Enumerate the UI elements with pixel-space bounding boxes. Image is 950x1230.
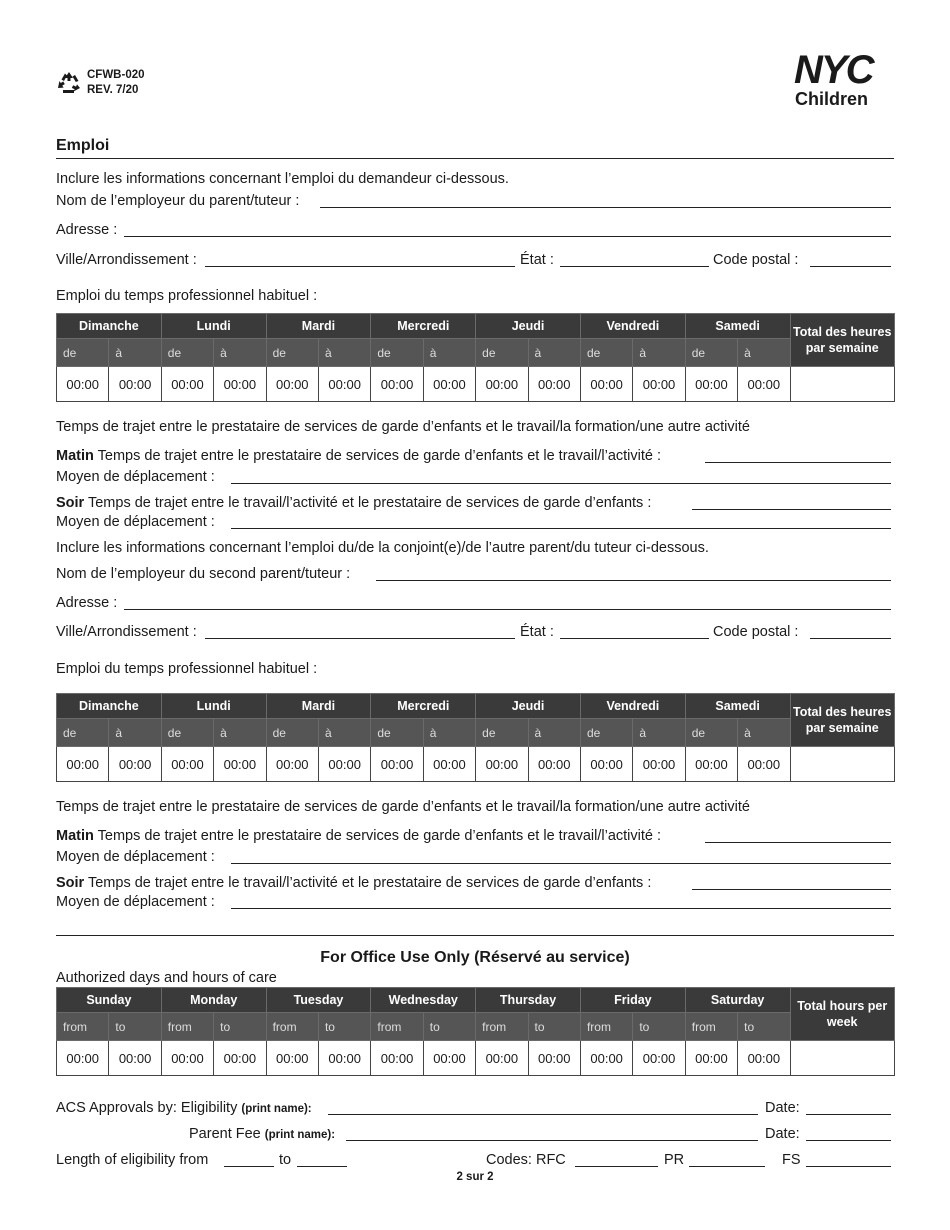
from-label: de	[476, 719, 528, 747]
time-cell[interactable]: 00:00	[371, 1041, 423, 1076]
to-label: à	[423, 719, 475, 747]
pr-field[interactable]	[689, 1166, 765, 1167]
eligibility-date-field[interactable]	[806, 1114, 891, 1115]
time-cell[interactable]: 00:00	[318, 747, 370, 782]
from-label: de	[266, 339, 318, 367]
time-cell[interactable]: 00:00	[633, 747, 685, 782]
time-cell[interactable]: 00:00	[476, 1041, 528, 1076]
city-label: Ville/Arrondissement :	[56, 252, 197, 268]
travel-heading: Temps de trajet entre le prestataire de services de garde d’enfants et le travail/la formation/une autre activité	[56, 419, 750, 435]
from-label: de	[57, 339, 109, 367]
to-label: à	[423, 339, 475, 367]
to-label: to	[279, 1152, 292, 1168]
from-label: from	[476, 1013, 528, 1041]
from-label: de	[161, 719, 213, 747]
to-label: à	[109, 719, 161, 747]
city-field[interactable]	[205, 266, 515, 267]
time-cell[interactable]: 00:00	[423, 747, 475, 782]
eligibility-from-field[interactable]	[224, 1166, 274, 1167]
time-cell[interactable]: 00:00	[633, 1041, 685, 1076]
total-hours-cell[interactable]	[790, 367, 894, 402]
time-cell[interactable]: 00:00	[161, 747, 213, 782]
second-address-label: Adresse :	[56, 595, 118, 611]
parent-fee-label: Parent Fee	[189, 1126, 261, 1142]
morning-travel-field[interactable]	[705, 462, 891, 463]
from-label: de	[685, 339, 737, 367]
time-cell[interactable]: 00:00	[161, 1041, 213, 1076]
day-header: Dimanche	[57, 694, 162, 719]
evening-text: Temps de trajet entre le travail/l’activité et le prestataire de services de garde d’enfants :	[87, 875, 652, 891]
time-cell[interactable]: 00:00	[528, 747, 580, 782]
time-cell[interactable]: 00:00	[423, 1041, 475, 1076]
second-state-label: État :	[520, 624, 554, 640]
second-zip-field[interactable]	[810, 638, 891, 639]
evening-travel-label	[56, 494, 651, 512]
second-schedule-label: Emploi du temps professionnel habituel :	[56, 661, 318, 677]
transport-label-2: Moyen de déplacement :	[56, 514, 215, 530]
eligibility-to-field[interactable]	[297, 1166, 347, 1167]
day-header: Vendredi	[580, 314, 685, 339]
time-cell[interactable]: 00:00	[580, 367, 632, 402]
second-transport-label: Moyen de déplacement :	[56, 849, 215, 865]
evening-travel-field[interactable]	[692, 509, 891, 510]
office-divider	[56, 935, 894, 936]
total-hours-header: Total des heures par semaine	[790, 694, 894, 747]
to-label: à	[318, 719, 370, 747]
from-label: de	[161, 339, 213, 367]
address-label: Adresse :	[56, 222, 118, 238]
evening-bold: Soir	[56, 875, 85, 891]
schedule-label: Emploi du temps professionnel habituel :	[56, 288, 318, 304]
time-cell[interactable]: 00:00	[57, 367, 109, 402]
to-label: à	[633, 719, 685, 747]
to-label: à	[528, 339, 580, 367]
from-label: from	[685, 1013, 737, 1041]
time-cell[interactable]: 00:00	[738, 1041, 790, 1076]
time-cell[interactable]: 00:00	[318, 367, 370, 402]
from-label: from	[57, 1013, 109, 1041]
morning-text: Temps de trajet entre le prestataire de services de garde d’enfants et le travail/l’activité :	[97, 448, 662, 464]
second-evening-travel-field[interactable]	[692, 889, 891, 890]
logo-children: Children	[795, 89, 869, 109]
from-label: de	[371, 719, 423, 747]
total-hours-cell[interactable]	[790, 747, 894, 782]
from-label: de	[580, 339, 632, 367]
form-id: CFWB-020	[87, 69, 145, 81]
to-label: to	[738, 1013, 790, 1041]
time-cell[interactable]: 00:00	[476, 747, 528, 782]
recycle-icon	[56, 70, 82, 96]
from-label: from	[371, 1013, 423, 1041]
time-cell[interactable]: 00:00	[738, 367, 790, 402]
to-label: à	[738, 719, 790, 747]
transport-field-2[interactable]	[231, 528, 891, 529]
day-header: Lundi	[161, 694, 266, 719]
day-header: Samedi	[685, 314, 790, 339]
time-cell[interactable]: 00:00	[109, 1041, 161, 1076]
time-cell[interactable]: 00:00	[161, 367, 213, 402]
print-name-hint: (print name):	[241, 1103, 312, 1115]
time-cell[interactable]: 00:00	[685, 1041, 737, 1076]
second-evening-travel-label	[56, 874, 651, 892]
to-label: to	[528, 1013, 580, 1041]
applicant-intro: Inclure les informations concernant l’emploi du demandeur ci-dessous.	[56, 171, 509, 187]
total-hours-header: Total hours per week	[790, 988, 894, 1041]
from-label: de	[266, 719, 318, 747]
zip-label: Code postal :	[713, 252, 799, 268]
from-label: de	[685, 719, 737, 747]
pr-label: PR	[664, 1152, 685, 1168]
state-field[interactable]	[560, 266, 709, 267]
office-schedule-table	[56, 987, 895, 1076]
total-hours-cell[interactable]	[790, 1041, 894, 1076]
to-label: à	[109, 339, 161, 367]
second-city-field[interactable]	[205, 638, 515, 639]
day-header: Thursday	[476, 988, 581, 1013]
time-cell[interactable]: 00:00	[371, 367, 423, 402]
day-header: Wednesday	[371, 988, 476, 1013]
time-cell[interactable]: 00:00	[685, 747, 737, 782]
from-label: from	[580, 1013, 632, 1041]
form-revision: REV. 7/20	[87, 84, 139, 96]
second-transport-field-2[interactable]	[231, 908, 891, 909]
total-hours-header: Total des heures par semaine	[790, 314, 894, 367]
spouse-schedule-table	[56, 693, 895, 782]
morning-bold: Matin	[56, 448, 94, 464]
to-label: to	[214, 1013, 266, 1041]
rfc-field[interactable]	[575, 1166, 658, 1167]
to-label: to	[423, 1013, 475, 1041]
acs-label: ACS Approvals by: Eligibility	[56, 1100, 238, 1116]
acs-eligibility-label	[56, 1099, 312, 1118]
from-label: de	[476, 339, 528, 367]
time-cell[interactable]: 00:00	[633, 367, 685, 402]
time-cell[interactable]: 00:00	[371, 747, 423, 782]
from-label: from	[266, 1013, 318, 1041]
page-number: 2 sur 2	[456, 1171, 494, 1183]
to-label: to	[633, 1013, 685, 1041]
day-header: Mercredi	[371, 694, 476, 719]
date-label: Date:	[765, 1100, 800, 1116]
length-eligibility-label: Length of eligibility from	[56, 1152, 209, 1168]
from-label: de	[371, 339, 423, 367]
day-header: Jeudi	[476, 694, 581, 719]
time-cell[interactable]: 00:00	[266, 367, 318, 402]
morning-text: Temps de trajet entre le prestataire de services de garde d’enfants et le travail/l’activité :	[97, 828, 662, 844]
time-cell[interactable]: 00:00	[580, 747, 632, 782]
from-label: de	[57, 719, 109, 747]
state-label: État :	[520, 252, 554, 268]
time-cell[interactable]: 00:00	[266, 1041, 318, 1076]
office-title: For Office Use Only (Réservé au service)	[320, 949, 630, 966]
second-transport-field[interactable]	[231, 863, 891, 864]
fs-field[interactable]	[806, 1166, 891, 1167]
day-header: Friday	[580, 988, 685, 1013]
to-label: à	[738, 339, 790, 367]
transport-field[interactable]	[231, 483, 891, 484]
from-label: from	[161, 1013, 213, 1041]
day-header: Jeudi	[476, 314, 581, 339]
day-header: Samedi	[685, 694, 790, 719]
morning-travel-label	[56, 447, 661, 465]
day-header: Dimanche	[57, 314, 162, 339]
second-morning-travel-field[interactable]	[705, 842, 891, 843]
second-state-field[interactable]	[560, 638, 709, 639]
parent-fee-label-row	[189, 1125, 335, 1144]
second-zip-label: Code postal :	[713, 624, 799, 640]
logo-nyc: NYC	[794, 48, 873, 92]
employer-name-label: Nom de l’employeur du parent/tuteur :	[56, 193, 300, 209]
day-header: Sunday	[57, 988, 162, 1013]
morning-bold: Matin	[56, 828, 94, 844]
day-header: Saturday	[685, 988, 790, 1013]
day-header: Monday	[161, 988, 266, 1013]
evening-bold: Soir	[56, 495, 85, 511]
parent-fee-name-field[interactable]	[346, 1140, 758, 1141]
second-city-label: Ville/Arrondissement :	[56, 624, 197, 640]
eligibility-name-field[interactable]	[328, 1114, 758, 1115]
to-label: à	[214, 339, 266, 367]
transport-label: Moyen de déplacement :	[56, 469, 215, 485]
time-cell[interactable]: 00:00	[214, 1041, 266, 1076]
zip-field[interactable]	[810, 266, 891, 267]
time-cell[interactable]: 00:00	[318, 1041, 370, 1076]
to-label: to	[109, 1013, 161, 1041]
day-header: Lundi	[161, 314, 266, 339]
time-cell[interactable]: 00:00	[738, 747, 790, 782]
time-cell[interactable]: 00:00	[528, 367, 580, 402]
to-label: to	[318, 1013, 370, 1041]
second-transport-label-2: Moyen de déplacement :	[56, 894, 215, 910]
fs-label: FS	[782, 1152, 801, 1168]
nyc-children-logo	[794, 48, 894, 110]
evening-text: Temps de trajet entre le travail/l’activité et le prestataire de services de garde d’enfants :	[87, 495, 652, 511]
second-employer-field[interactable]	[376, 580, 891, 581]
time-cell[interactable]: 00:00	[57, 747, 109, 782]
time-cell[interactable]: 00:00	[109, 747, 161, 782]
time-cell[interactable]: 00:00	[423, 367, 475, 402]
print-name-hint: (print name):	[264, 1129, 336, 1141]
section-divider	[56, 158, 894, 159]
day-header: Tuesday	[266, 988, 371, 1013]
day-header: Mercredi	[371, 314, 476, 339]
second-employer-label: Nom de l’employeur du second parent/tuteur :	[56, 566, 351, 582]
time-cell[interactable]: 00:00	[476, 367, 528, 402]
time-cell[interactable]: 00:00	[214, 367, 266, 402]
date-label-2: Date:	[765, 1126, 800, 1142]
from-label: de	[580, 719, 632, 747]
spouse-intro: Inclure les informations concernant l’emploi du/de la conjoint(e)/de l’autre parent/du tuteur ci-dessous.	[56, 540, 709, 556]
time-cell[interactable]: 00:00	[266, 747, 318, 782]
time-cell[interactable]: 00:00	[214, 747, 266, 782]
time-cell[interactable]: 00:00	[109, 367, 161, 402]
address-field[interactable]	[124, 236, 891, 237]
employer-name-field[interactable]	[320, 207, 891, 208]
section-title: Emploi	[56, 137, 110, 154]
time-cell[interactable]: 00:00	[57, 1041, 109, 1076]
to-label: à	[633, 339, 685, 367]
second-morning-travel-label	[56, 827, 661, 845]
time-cell[interactable]: 00:00	[685, 367, 737, 402]
authorized-label: Authorized days and hours of care	[56, 970, 277, 986]
day-header: Vendredi	[580, 694, 685, 719]
to-label: à	[318, 339, 370, 367]
applicant-schedule-table	[56, 313, 895, 402]
second-travel-heading: Temps de trajet entre le prestataire de services de garde d’enfants et le travail/la formation/une autre activité	[56, 799, 750, 815]
codes-rfc-label: Codes: RFC	[486, 1152, 566, 1168]
day-header: Mardi	[266, 314, 371, 339]
to-label: à	[214, 719, 266, 747]
to-label: à	[528, 719, 580, 747]
time-cell[interactable]: 00:00	[528, 1041, 580, 1076]
day-header: Mardi	[266, 694, 371, 719]
parent-fee-date-field[interactable]	[806, 1140, 891, 1141]
second-address-field[interactable]	[124, 609, 891, 610]
time-cell[interactable]: 00:00	[580, 1041, 632, 1076]
